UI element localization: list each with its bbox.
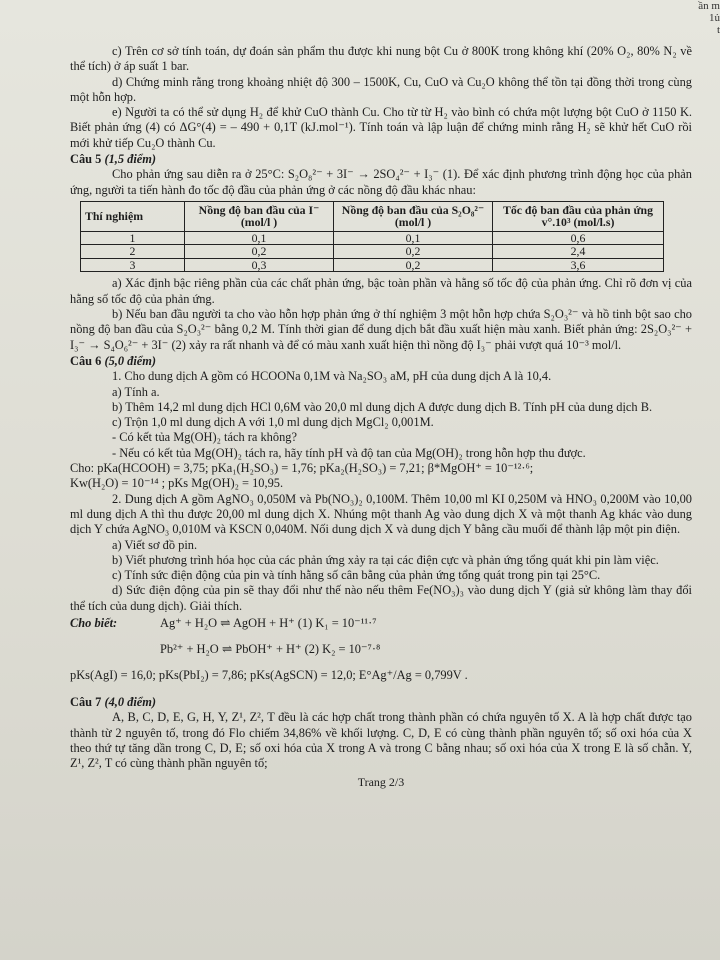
q7-text: A, B, C, D, E, G, H, Y, Z¹, Z², T đều là các hợp chất trong thành phần có chứa nguyên tố X. A là hợp chất được tạo thành từ 2 nguyên tố, trong đó Flo chiếm 34,86% về khối lượng. C, D, E có cùng thành phần nguyên tố; số oxi hóa của X theo thứ tự tăng dần trong C, D, E; số oxi hóa của X trong A và trong C bằng nhau; số oxi hóa của X trong E là số chẵn. Y, Z¹, Z², T có cùng thành phần nguyên tố; xyxy=(70,710,692,771)
table-header-row xyxy=(81,201,664,231)
q6-given-2: Kw(H₂O) = 10⁻¹⁴ ; pKs Mg(OH)₂ = 10,95. xyxy=(70,476,284,491)
page-content xyxy=(70,44,692,791)
q6-part-2: 2. Dung dịch A gồm AgNO₃ 0,050M và Pb(NO₃)₂ 0,100M. Thêm 10,00 ml KI 0,250M và HNO₃ 0,200M vào 10,00 ml dung dịch A thì thu được 20,00 ml dung dịch X. Nhúng một thanh Ag vào dung dịch X và một thanh Ag khác vào dung dịch Y chứa AgNO₃ 0,010M và KSCN 0,040M. Nối dung dịch X và dung dịch Y bằng cầu muối để thành lập một pin điện. xyxy=(70,491,692,537)
q7-heading xyxy=(70,695,692,710)
q7-points: (4,0 điểm) xyxy=(104,695,157,709)
table-cell: 0,1 xyxy=(185,231,334,245)
equilibrium-block xyxy=(70,616,692,694)
q5-part-a: a) Xác định bậc riêng phần của các chất phản ứng, bậc toàn phần và hằng số tốc độ của phản ứng. Chỉ rõ đơn vị của hằng số tốc độ của phản ứng. xyxy=(70,276,692,306)
table-header-cell: Nồng độ ban đầu của I⁻ (mol/l ) xyxy=(185,201,334,231)
q6-2c: c) Tính sức điện động của pin và tính hằng số cân bằng của phản ứng tổng quát trong pin tại 25°C. xyxy=(112,568,601,583)
equation-row xyxy=(70,642,692,668)
table-cell: 2 xyxy=(81,245,185,259)
table-cell: 3,6 xyxy=(493,258,664,272)
corner-line: 1ủ xyxy=(709,12,720,24)
equation-row xyxy=(70,616,692,642)
q6-1c-sub1: - Có kết tủa Mg(OH)₂ tách ra không? xyxy=(112,430,297,445)
given-label: Cho biết: xyxy=(70,616,118,630)
table-row xyxy=(81,245,664,259)
q5-intro: Cho phản ứng sau diễn ra ở 25°C: S₂O₈²⁻ + 3I⁻ → 2SO₄²⁻ + I₃⁻ (1). Để xác định phương trình động học của phản ứng, người ta tiến hành đo tốc độ đầu của phản ứng ở các nồng độ đầu khác nhau: xyxy=(70,167,692,197)
corner-line: t xyxy=(716,24,720,36)
table-header-cell: Thí nghiệm xyxy=(81,201,185,231)
q5-heading xyxy=(70,152,692,167)
table-cell: 0,1 xyxy=(334,231,493,245)
table-cell: 3 xyxy=(81,258,185,272)
q4-part-c: c) Trên cơ sở tính toán, dự đoán sản phẩm thu được khi nung bột Cu ở 800K trong không khí (20% O₂, 80% N₂ về thể tích) ở áp suất 1 bar. xyxy=(70,44,692,74)
q6-2d: d) Sức điện động của pin sẽ thay đổi như thế nào nếu thêm Fe(NO₃)₃ vào dung dịch Y (giả sử không làm thay đổi thể tích của dung dịch). Giải thích. xyxy=(70,583,692,613)
rate-table xyxy=(80,201,664,273)
q5-points: (1,5 điểm) xyxy=(104,152,157,167)
q6-1c: c) Trộn 1,0 ml dung dịch A với 1,0 ml dung dịch MgCl₂ 0,001M. xyxy=(112,415,434,430)
table-cell: 0,3 xyxy=(185,258,334,272)
q6-heading xyxy=(70,354,692,369)
constants-row xyxy=(70,668,692,694)
table-cell: 0,2 xyxy=(334,245,493,259)
q5-part-b: b) Nếu ban đầu người ta cho vào hỗn hợp phản ứng ở thí nghiệm 3 một hỗn hợp chứa S₂O₃²⁻ và hồ tinh bột sao cho nồng độ ban đầu của S₂O₃²⁻ bằng 0,2 M. Tính thời gian để dung dịch bắt đầu xuất hiện màu xanh. Biết phản ứng: 2S₂O₃²⁻ + I₃⁻ → S₄O₆²⁻ + 3I⁻ (2) xảy ra rất nhanh và để có màu xanh xuất hiện thì nồng độ I₃⁻ phải vượt quá 10⁻³ mol/l. xyxy=(70,307,692,352)
table-row xyxy=(81,231,664,245)
table-header-cell: Nồng độ ban đầu của S₂O₈²⁻ (mol/l ) xyxy=(334,201,493,231)
q5-title: Câu 5 xyxy=(70,152,102,167)
q6-points: (5,0 điểm) xyxy=(104,353,157,368)
q4-part-e: e) Người ta có thể sử dụng H₂ để khử CuO thành Cu. Cho từ từ H₂ vào bình có chứa một lượng bột CuO ở 1150 K. Biết phản ứng (4) có ΔG°(4) = – 490 + 0,1T (kJ.mol⁻¹). Tính toán và lập luận để chứng minh rằng H₂ sẽ khử hết CuO rồi mới khử tiếp Cu₂O thành Cu. xyxy=(70,105,692,150)
q6-2a: a) Viết sơ đồ pin. xyxy=(112,537,198,552)
table-cell: 2,4 xyxy=(493,245,664,259)
q4-part-d: d) Chứng minh rằng trong khoảng nhiệt độ 300 – 1500K, Cu, CuO và Cu₂O không thể tồn tại đồng thời trong cùng một hỗn hợp. xyxy=(70,74,692,104)
table-cell: 1 xyxy=(81,231,185,245)
corner-line: ần m xyxy=(698,0,720,12)
table-header-cell: Tốc độ ban đầu của phản ứng v°.10³ (mol/l.s) xyxy=(493,201,664,231)
q7-title: Câu 7 xyxy=(70,695,102,709)
cropped-corner-text xyxy=(680,0,720,36)
q6-given-1: Cho: pKa(HCOOH) = 3,75; pKa₁(H₂SO₃) = 1,76; pKa₂(H₂SO₃) = 7,21; β*MgOH⁺ = 10⁻¹²·⁶; xyxy=(70,461,534,476)
page-footer: Trang 2/3 xyxy=(357,775,405,790)
q6-2b: b) Viết phương trình hóa học của các phản ứng xảy ra tại các điện cực và phản ứng tổng quát khi pin làm việc. xyxy=(112,552,659,567)
q6-1a: a) Tính a. xyxy=(112,384,160,399)
constants-text: pKs(AgI) = 16,0; pKs(PbI₂) = 7,86; pKs(AgSCN) = 12,0; E°Ag⁺/Ag = 0,799V . xyxy=(70,668,468,682)
q6-part-1: 1. Cho dung dịch A gồm có HCOONa 0,1M và Na₂SO₃ aM, pH của dung dịch A là 10,4. xyxy=(112,369,552,384)
table-cell: 0,2 xyxy=(185,245,334,259)
q6-1c-sub2: - Nếu có kết tủa Mg(OH)₂ tách ra, hãy tính pH và độ tan của Mg(OH)₂ trong hỗn hợp thu được. xyxy=(112,445,586,460)
table-cell: 0,2 xyxy=(334,258,493,272)
table-cell: 0,6 xyxy=(493,231,664,245)
q6-title: Câu 6 xyxy=(70,353,102,368)
equation-1: Ag⁺ + H₂O ⇌ AgOH + H⁺ (1) K₁ = 10⁻¹¹·⁷ xyxy=(160,616,377,630)
equation-2: Pb²⁺ + H₂O ⇌ PbOH⁺ + H⁺ (2) K₂ = 10⁻⁷·⁸ xyxy=(160,642,381,656)
q6-1b: b) Thêm 14,2 ml dung dịch HCl 0,6M vào 20,0 ml dung dịch A được dung dịch B. Tính pH của dung dịch B. xyxy=(112,399,653,414)
table-row xyxy=(81,258,664,272)
